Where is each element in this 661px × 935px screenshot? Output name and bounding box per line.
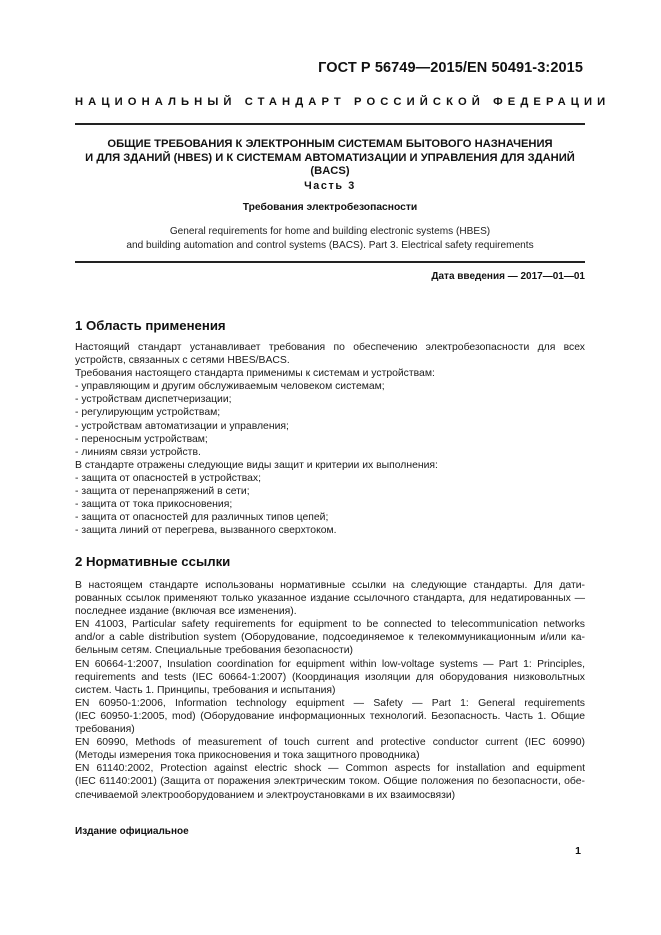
title-line-2: И ДЛЯ ЗДАНИЙ (HBES) И К СИСТЕМАМ АВТОМАТИЗАЦИИ И УПРАВЛЕНИЯ ДЛЯ ЗДАНИЙ (BACS) (85, 151, 575, 177)
section-1-line: Настоящий стандарт устанавливает требования по обеспечению электробезопасности для всех (75, 342, 585, 353)
section-2-line: EN 41003, Particular safety requirements for equipment to be connected to telecommunication networks (75, 619, 585, 631)
section-2-line: В настоящем стандарте использованы нормативные ссылки на следующие стандарты. Для дати- (75, 580, 585, 591)
section-1-line: - защита линий от перегрева, вызванного сверхтоком. (75, 525, 337, 537)
section-2-line: спечиваемой электрооборудованием и электроустановками в их взаимосвязи) (75, 789, 456, 801)
section-2-line: последнее издание (включая все изменения). (75, 606, 297, 618)
part-subtitle: Требования электробезопасности (242, 202, 418, 213)
section-1-line: Требования настоящего стандарта применимы к системам и устройствам: (75, 368, 435, 380)
english-title (75, 225, 585, 252)
section-2-line: EN 60990, Methods of measurement of touch current and protective conductor current (IEC 60990) (75, 737, 585, 749)
section-2-line: and/or a cable distribution system (Оборудование, подсоединяемое к телекоммуникационным и/или ка- (75, 632, 585, 644)
section-1-line: - защита от перенапряжений в сети; (75, 486, 250, 498)
section-1-line: - линиям связи устройств. (75, 446, 201, 458)
page-number: 1 (575, 845, 581, 857)
section-1-line: устройств, связанных с сетями HBES/BACS. (75, 355, 290, 367)
section-1-body (75, 341, 585, 537)
section-2-line: (IEC 61140:2001) (Защита от поражения электрическим током. Общие положения по безопасности, обе- (75, 776, 585, 788)
section-2-line: требования) (75, 724, 135, 736)
section-1-line: - защита от тока прикосновения; (75, 499, 233, 511)
section-2-line: систем. Часть 1. Принципы, требования и испытания) (75, 684, 336, 696)
section-1-line: В стандарте отражены следующие виды защит и критерии их выполнения: (75, 459, 438, 471)
section-1-line: - защита от опасностей для различных типов цепей; (75, 512, 329, 524)
section-2-body (75, 579, 585, 802)
section-1-heading: 1 Область применения (75, 318, 226, 333)
section-1-line: - устройствам автоматизации и управления; (75, 420, 289, 432)
section-2-line: (Методы измерения тока прикосновения и тока защитного проводника) (75, 750, 420, 762)
section-2-line: (IEC 60950-1:2005, mod) (Оборудование информационных технологий. Безопасность. Часть 1. Общие (75, 710, 585, 722)
section-1-line: - регулирующим устройствам; (75, 407, 221, 419)
title-divider (75, 261, 585, 263)
section-1-line: - защита от опасностей в устройствах; (75, 472, 261, 484)
section-1-line: - переносным устройствам; (75, 433, 208, 445)
section-2-line: бельным сетям. Специальные требования безопасности) (75, 645, 354, 657)
section-2-line: EN 61140:2002, Protection against electric shock — Common aspects for installation and equipment (75, 763, 585, 775)
section-2-heading: 2 Нормативные ссылки (75, 554, 231, 569)
english-title-line-1: General requirements for home and building electronic systems (HBES) (169, 226, 491, 237)
section-2-line: рованных ссылок применяют только указанное издание ссылочного стандарта, для недатированных — (75, 593, 585, 605)
part-label: Часть 3 (304, 180, 356, 192)
section-1-line: - управляющим и другим обслуживаемым человеком системам; (75, 381, 385, 393)
document-title (75, 138, 585, 179)
english-title-line-2: and building automation and control systems (BACS). Part 3. Electrical safety requirements (126, 239, 534, 251)
national-standard-banner: НАЦИОНАЛЬНЫЙ СТАНДАРТ РОССИЙСКОЙ ФЕДЕРАЦИИ (75, 96, 611, 108)
section-1-line: - устройствам диспетчеризации; (75, 394, 232, 406)
document-id: ГОСТ Р 56749—2015/EN 50491-3:2015 (318, 60, 583, 76)
introduction-date: Дата введения — 2017—01—01 (431, 271, 585, 282)
section-2-line: EN 60950-1:2006, Information technology equipment — Safety — Part 1: General requirements (75, 697, 585, 709)
title-line-1: ОБЩИЕ ТРЕБОВАНИЯ К ЭЛЕКТРОННЫМ СИСТЕМАМ БЫТОВОГО НАЗНАЧЕНИЯ (107, 138, 553, 150)
official-edition-label: Издание официальное (75, 826, 189, 837)
header-divider (75, 123, 585, 125)
section-2-line: requirements and tests (IEC 60664-1:2007) (Координация изоляции для оборудования низковольтных (75, 671, 585, 683)
section-2-line: EN 60664-1:2007, Insulation coordination for equipment within low-voltage systems — Part 1: Principles, (75, 658, 585, 670)
